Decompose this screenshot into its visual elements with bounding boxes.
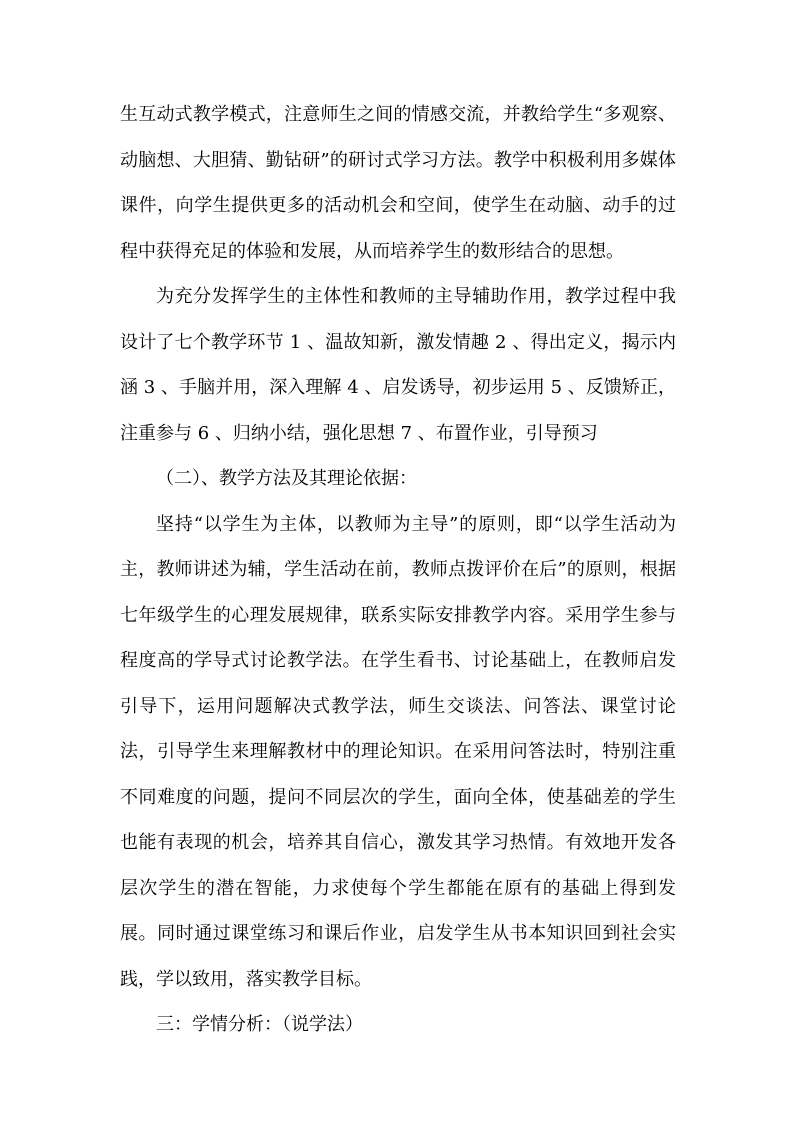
paragraph-teaching-steps: 为充分发挥学生的主体性和教师的主导辅助作用，教学过程中我设计了七个教学环节 1 、温故知新，激发情趣 2 、得出定义，揭示内涵 3 、手脑并用，深入理解 4 、启发诱导，初步运用 5 、反馈矫正，注重参与 6 、归纳小结，强化思想 7 、布置作业，引导预习 [120, 286, 676, 444]
document-body [120, 92, 676, 1048]
paragraph-teaching-mode: 生互动式教学模式，注意师生之间的情感交流，并教给学生“多观察、动脑想、大胆猜、勤钻研”的研讨式学习方法。教学中积极利用多媒体课件，向学生提供更多的活动机会和空间，使学生在动脑、动手的过程中获得充足的体验和发展，从而培养学生的数形结合的思想。 [120, 104, 676, 262]
section-heading-learning-analysis: 三：学情分析：（说学法） [156, 1014, 363, 1035]
section-heading-teaching-methods: （二）、教学方法及其理论依据： [156, 468, 417, 489]
paragraph-teaching-principles: 坚持“以学生为主体，以教师为主导”的原则，即“以学生活动为主，教师讲述为辅，学生活动在前，教师点拨评价在后”的原则，根据七年级学生的心理发展规律，联系实际安排教学内容。采用学生参与程度高的学导式讨论教学法。在学生看书、讨论基础上，在教师启发引导下，运用问题解决式教学法，师生交谈法、问答法、课堂讨论法，引导学生来理解教材中的理论知识。在采用问答法时，特别注重不同难度的问题，提问不同层次的学生，面向全体，使基础差的学生也能有表现的机会，培养其自信心，激发其学习热情。有效地开发各层次学生的潜在智能，力求使每个学生都能在原有的基础上得到发展。同时通过课堂练习和课后作业，启发学生从书本知识回到社会实践，学以致用，落实教学目标。 [120, 513, 676, 990]
